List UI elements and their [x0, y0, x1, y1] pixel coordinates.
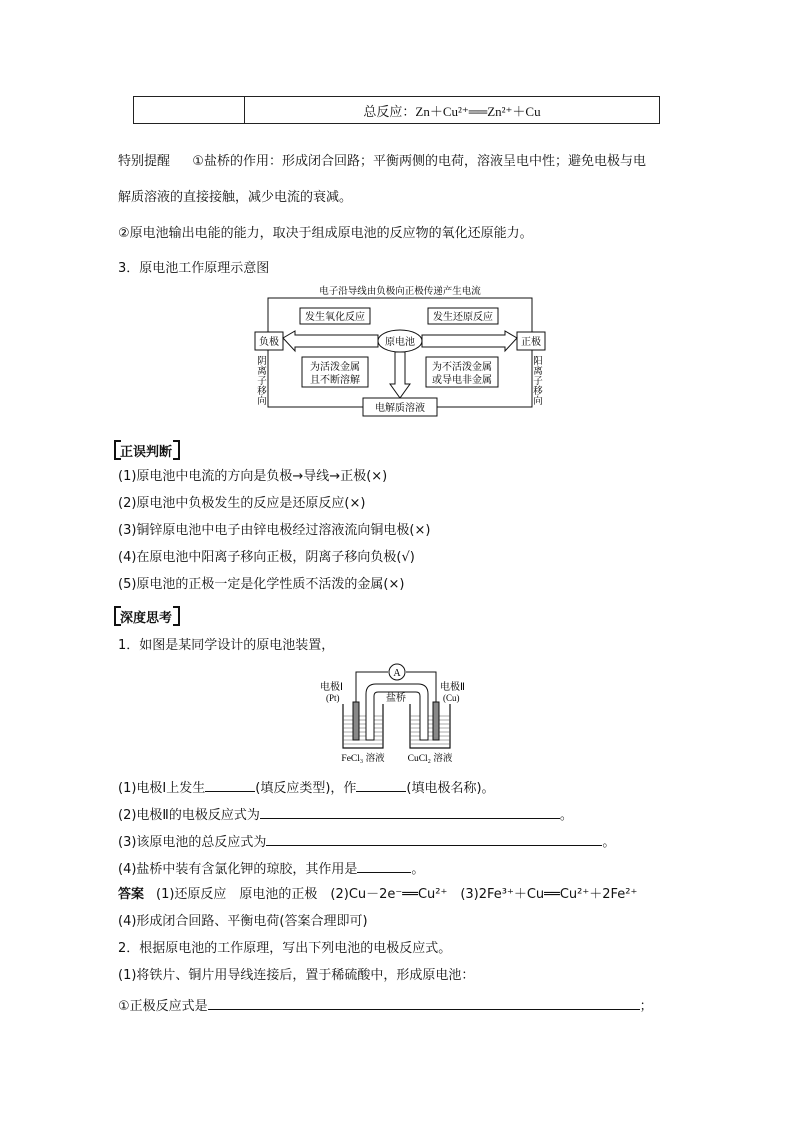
solution-1-label: FeCl₃ 溶液	[341, 754, 385, 764]
inactive-metal-line-2: 或导电非金属	[432, 375, 492, 386]
electrolyte-label: 电解质溶液	[375, 403, 425, 414]
svg-text:移: 移	[533, 387, 543, 397]
judgement-item-3: (3)铜锌原电池中电子由锌电极经过溶液流向铜电极(×)	[118, 523, 431, 538]
svg-text:子: 子	[533, 377, 543, 387]
reaction-table-total-cell	[245, 97, 660, 124]
total-reaction-label: 总反应：	[363, 104, 416, 120]
left-arrow	[283, 331, 378, 351]
section-3-title: 3．原电池工作原理示意图	[118, 261, 270, 276]
anion-move-label	[257, 356, 267, 407]
solution-hatch-right	[410, 716, 450, 744]
down-arrow	[390, 352, 410, 398]
electrode-1-rod	[353, 702, 359, 740]
svg-text:子: 子	[257, 377, 267, 387]
beaker-left	[343, 704, 383, 748]
cell-label: 原电池	[385, 337, 415, 348]
judgement-title: 正误判断	[114, 441, 172, 460]
answer-line-2: (4)形成闭合回路、平衡电荷(答案合理即可)	[118, 914, 368, 929]
q1-part-1: (1)电极Ⅰ上发生 (填反应类型)，作 (填电极名称)。	[118, 778, 495, 798]
apparatus-figure	[318, 660, 478, 768]
salt-bridge-label: 盐桥	[386, 693, 406, 704]
svg-text:阴: 阴	[257, 357, 267, 367]
note-line-1	[118, 153, 646, 171]
galvanic-cell-principle-diagram	[250, 284, 550, 424]
oxidation-label: 发生氧化反应	[305, 312, 365, 323]
right-arrow	[422, 331, 517, 351]
q1-blank-1[interactable]	[205, 778, 255, 792]
electrode-2-material: (Cu)	[443, 693, 460, 703]
negative-label: 负极	[259, 337, 279, 348]
total-reaction-equation: Zn＋Cu²⁺══Zn²⁺＋Cu	[415, 103, 541, 119]
salt-bridge	[366, 684, 428, 740]
electrode-1-material: (Pt)	[326, 693, 340, 703]
beaker-right	[410, 704, 450, 748]
svg-text:阳: 阳	[533, 357, 543, 367]
active-metal-line-2: 且不断溶解	[310, 375, 360, 386]
judgement-item-2: (2)原电池中负极发生的反应是还原反应(×)	[118, 496, 366, 511]
q1-intro: 1．如图是某同学设计的原电池装置，	[118, 638, 335, 653]
answer-line-1	[118, 886, 637, 904]
q1-part-2: (2)电极Ⅱ的电极反应式为 。	[118, 805, 573, 825]
q1-blank-4[interactable]	[266, 832, 602, 846]
judgement-item-4: (4)在原电池中阳离子移向正极，阴离子移向负极(√)	[118, 550, 415, 565]
q1-part-3: (3)该原电池的总反应式为 。	[118, 832, 615, 852]
diagram-top-label: 电子沿导线由负极向正极传递产生电流	[319, 287, 481, 297]
cation-move-label	[533, 356, 543, 407]
reaction-table	[133, 96, 660, 124]
svg-text:向: 向	[533, 397, 543, 407]
judgement-item-1: (1)原电池中电流的方向是负极→导线→正极(×)	[118, 469, 388, 484]
q2-part-1a: ①正极反应式是 ；	[118, 996, 653, 1016]
solution-2-label: CuCl₂ 溶液	[407, 754, 453, 764]
q2-intro: 2．根据原电池的工作原理，写出下列电池的电极反应式。	[118, 941, 452, 956]
note-lead: 特别提醒	[118, 154, 171, 169]
svg-text:离: 离	[257, 367, 267, 377]
inactive-metal-line-1: 为不活泼金属	[432, 362, 492, 373]
q1-blank-5[interactable]	[357, 859, 411, 873]
svg-text:离: 离	[533, 367, 543, 377]
svg-text:向: 向	[257, 397, 267, 407]
reduction-label: 发生还原反应	[433, 312, 493, 323]
active-metal-line-1: 为活泼金属	[310, 362, 360, 373]
note-line-3: ②原电池输出电能的能力，取决于组成原电池的反应物的氧化还原能力。	[118, 226, 533, 241]
electrode-2-label: 电极Ⅱ	[440, 682, 465, 693]
positive-label: 正极	[521, 337, 541, 348]
solution-hatch-left	[343, 716, 383, 744]
answer-text-1: (1)还原反应 原电池的正极 (2)Cu－2e⁻══Cu²⁺ (3)2Fe³⁺＋Cu══Cu²⁺＋2Fe²⁺	[156, 887, 638, 902]
q2-part-1: (1)将铁片、铜片用导线连接后，置于稀硫酸中，形成原电池：	[118, 968, 475, 983]
note-text-1: ①盐桥的作用：形成闭合回路；平衡两侧的电荷，溶液呈电中性；避免电极与电	[192, 154, 646, 169]
q1-blank-3[interactable]	[260, 805, 560, 819]
svg-text:移: 移	[257, 387, 267, 397]
q1-part-4: (4)盐桥中装有含氯化钾的琼胶，其作用是 。	[118, 859, 424, 879]
deep-thinking-title: 深度思考	[114, 607, 172, 626]
electrode-2-rod	[433, 702, 439, 740]
note-line-2: 解质溶液的直接接触，减少电流的衰减。	[118, 190, 353, 205]
ammeter-label: A	[393, 668, 401, 679]
judgement-item-5: (5)原电池的正极一定是化学性质不活泼的金属(×)	[118, 577, 405, 592]
answer-label: 答案	[118, 887, 145, 902]
electrode-1-label: 电极Ⅰ	[320, 682, 343, 693]
q1-blank-2[interactable]	[356, 778, 406, 792]
reaction-table-empty-cell	[134, 97, 245, 124]
q2-blank-1[interactable]	[208, 996, 640, 1010]
